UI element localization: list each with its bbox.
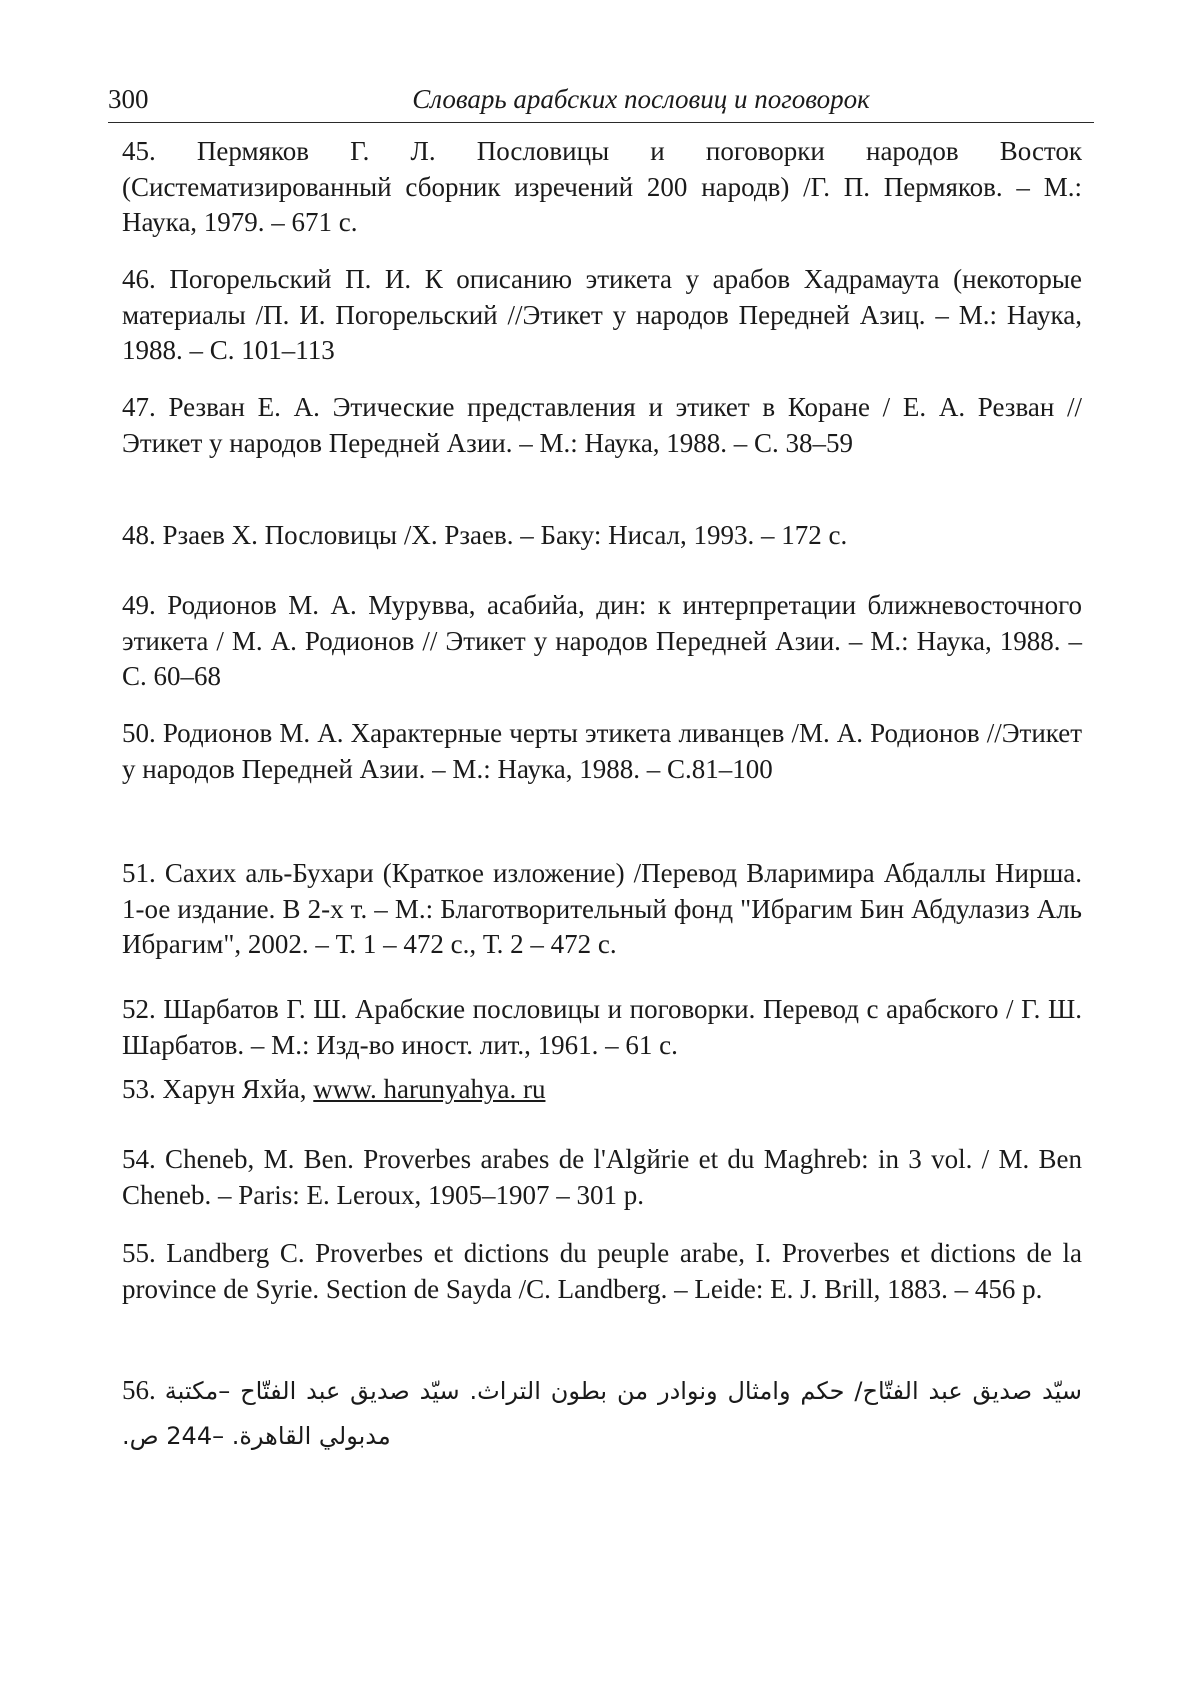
reference-item: 46. Погорельский П. И. К описанию этикета у арабов Хадрамаута (некоторые материалы /П. И. Погорельский //Этикет у народов Передней Азиц. – М.: Наука, 1988. – С. 101–113	[122, 264, 1082, 365]
reference-text: 53. Харун Яхйа,	[122, 1074, 314, 1104]
running-header	[108, 78, 1094, 123]
reference-number: 56.	[122, 1375, 156, 1405]
reference-item: 47. Резван Е. А. Этические представления и этикет в Коране / Е. А. Резван // Этикет у народов Передней Азии. – М.: Наука, 1988. – С. 38–59	[122, 392, 1082, 458]
reference-item: 52. Шарбатов Г. Ш. Арабские пословицы и поговорки. Перевод с арабского / Г. Ш. Шарбатов. – М.: Изд-во иност. лит., 1961. – 61 с.	[122, 994, 1082, 1060]
running-title: Словарь арабских пословиц и поговорок	[412, 84, 870, 114]
reference-item	[122, 1368, 1082, 1458]
reference-item	[122, 1072, 545, 1108]
reference-item: 45. Пермяков Г. Л. Пословицы и поговорки народов Восток (Систематизированный сборник изречений 200 народв) /Г. П. Пермяков. – М.: Наука, 1979. – 671 с.	[122, 136, 1082, 237]
reference-link[interactable]: www. harunyahya. ru	[313, 1074, 546, 1104]
reference-item: 50. Родионов М. А. Характерные черты этикета ливанцев /М. А. Родионов //Этикет у народов Передней Азии. – М.: Наука, 1988. – С.81–100	[122, 718, 1082, 784]
reference-item: 51. Сахих аль-Бухари (Краткое изложение) /Перевод Вларимира Абдаллы Нирша. 1-ое издание. В 2-х т. – М.: Благотворительный фонд "Ибрагим Бин Абдулазиз Аль Ибрагим", 2002. – Т. 1 – 472 с., Т. 2 – 472 с.	[122, 858, 1082, 959]
page-number: 300	[108, 84, 149, 114]
reference-item: 49. Родионов М. А. Мурувва, асабийа, дин: к интерпретации ближневосточного этикета / М. А. Родионов // Этикет у народов Передней Азии. – М.: Наука, 1988. – С. 60–68	[122, 590, 1082, 691]
reference-item: 54. Cheneb, M. Ben. Proverbes arabes de l'Algйrie et du Maghreb: in 3 vol. / M. Ben Cheneb. – Paris: E. Leroux, 1905–1907 – 301 p.	[122, 1144, 1082, 1210]
reference-arabic-text: سيّد صديق عبد الفتّاح/ حكم وامثال ونوادر من بطون التراث. سيّد صديق عبد الفتّاح –مكتبة مدبولي القاهرة. –244 ص.	[122, 1377, 1083, 1450]
reference-item: 48. Рзаев Х. Пословицы /Х. Рзаев. – Баку: Нисал, 1993. – 172 с.	[122, 520, 848, 550]
reference-item: 55. Landberg C. Proverbes et dictions du peuple arabe, I. Proverbes et dictions de la province de Syrie. Section de Sayda /C. Landberg. – Leide: E. J. Brill, 1883. – 456 p.	[122, 1238, 1082, 1304]
